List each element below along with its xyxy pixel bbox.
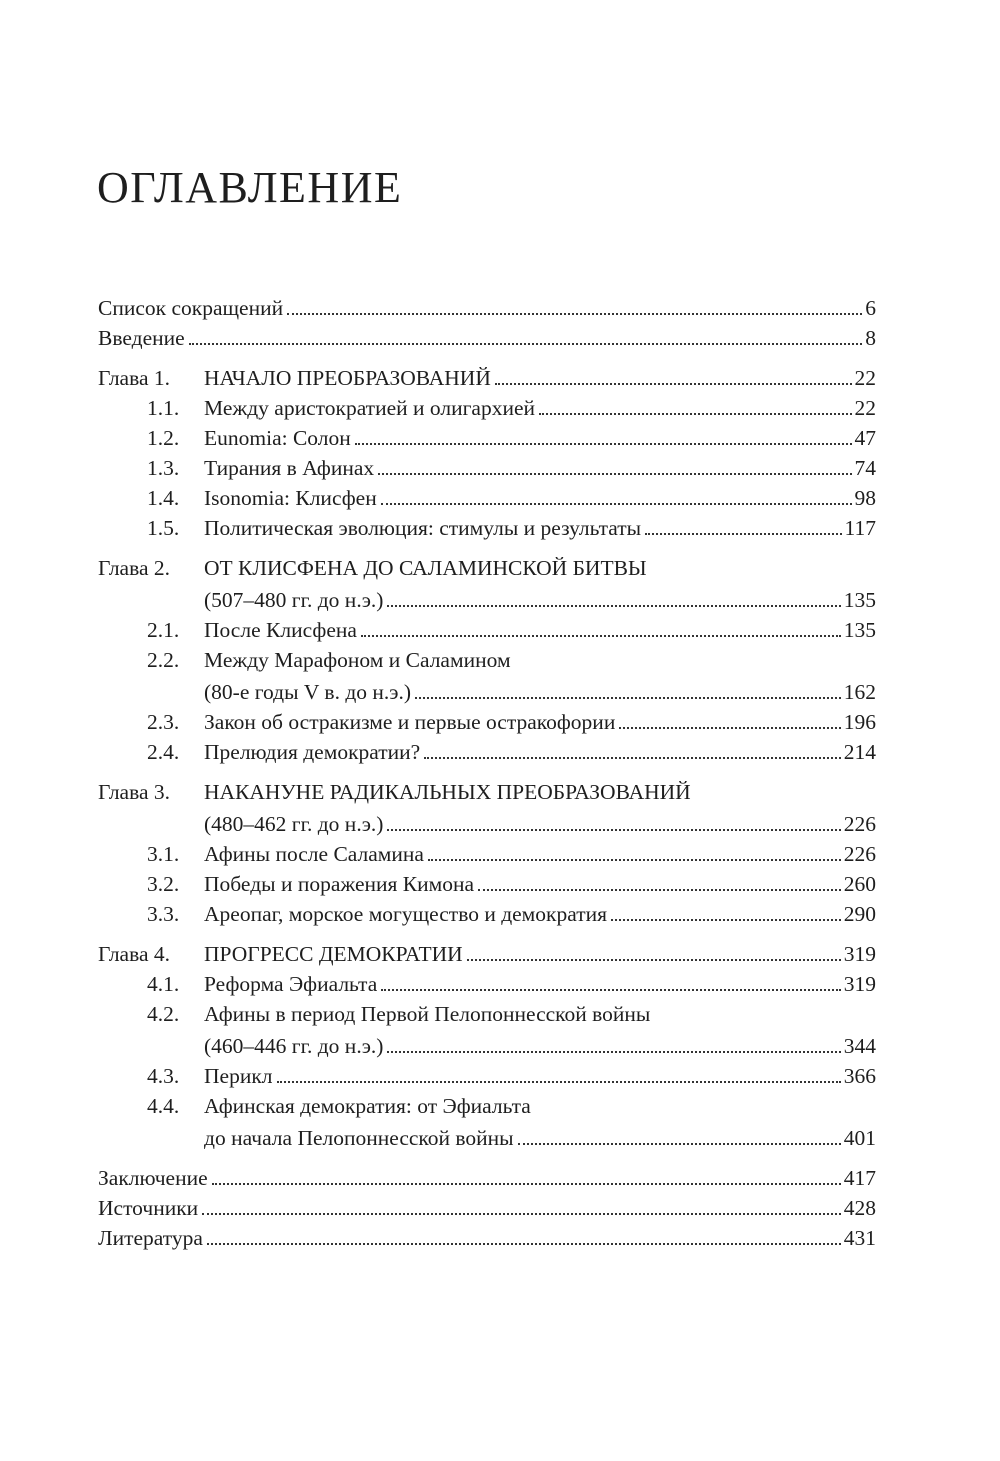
- section-page: 344: [843, 1034, 876, 1058]
- toc-section[interactable]: [98, 869, 876, 899]
- toc-entry-title: Литература: [98, 1226, 203, 1250]
- dot-leader: [424, 757, 841, 759]
- dot-leader: [415, 697, 841, 699]
- toc-section[interactable]: [98, 1091, 876, 1153]
- chapter-title: НАЧАЛО ПРЕОБРАЗОВАНИЙ: [204, 366, 491, 390]
- dot-leader: [207, 1243, 841, 1245]
- dot-leader: [611, 919, 841, 921]
- toc-section[interactable]: [98, 423, 876, 453]
- chapter-label: Глава 2.: [98, 556, 170, 580]
- section-number: 4.1.: [147, 972, 180, 996]
- toc-chapter-2[interactable]: [98, 553, 876, 615]
- section-page: 135: [843, 618, 876, 642]
- section-title: Между Марафоном и Саламином: [204, 648, 511, 672]
- toc-section[interactable]: [98, 899, 876, 929]
- section-title: Ареопаг, морское могущество и демократия: [204, 902, 608, 926]
- section-page: 214: [843, 740, 876, 764]
- section-title: Прелюдия демократии?: [204, 740, 421, 764]
- toc-section[interactable]: [98, 969, 876, 999]
- toc-section[interactable]: [98, 839, 876, 869]
- toc-entry[interactable]: [98, 323, 876, 353]
- section-number: 4.2.: [147, 1002, 180, 1026]
- dot-leader: [518, 1143, 841, 1145]
- section-page: 74: [854, 456, 876, 480]
- section-page: 366: [843, 1064, 876, 1088]
- section-number: 2.3.: [147, 710, 180, 734]
- chapter-label: Глава 1.: [98, 366, 170, 390]
- toc-section[interactable]: [98, 645, 876, 707]
- section-title-line2: до начала Пелопоннесской войны: [204, 1126, 514, 1150]
- section-number: 2.4.: [147, 740, 180, 764]
- section-title: Между аристократией и олигархией: [204, 396, 536, 420]
- toc-entry-page: 8: [865, 326, 876, 350]
- section-page: 260: [843, 872, 876, 896]
- toc-chapter-1[interactable]: [98, 363, 876, 393]
- toc-entry-page: 417: [843, 1166, 876, 1190]
- section-page: 290: [843, 902, 876, 926]
- dot-leader: [287, 313, 862, 315]
- dot-leader: [381, 503, 852, 505]
- section-number: 1.5.: [147, 516, 180, 540]
- section-page: 22: [854, 396, 876, 420]
- dot-leader: [619, 727, 840, 729]
- dot-leader: [478, 889, 841, 891]
- section-number: 3.2.: [147, 872, 180, 896]
- dot-leader: [467, 959, 841, 961]
- section-number: 1.4.: [147, 486, 180, 510]
- toc-entry[interactable]: [98, 1223, 876, 1253]
- toc-entry-title: Введение: [98, 326, 185, 350]
- section-number: 4.3.: [147, 1064, 180, 1088]
- dot-leader: [381, 989, 841, 991]
- dot-leader: [387, 829, 840, 831]
- dot-leader: [387, 605, 840, 607]
- dot-leader: [355, 443, 852, 445]
- toc-section[interactable]: [98, 737, 876, 767]
- chapter-subtitle: (480–462 гг. до н.э.): [204, 812, 384, 836]
- dot-leader: [202, 1213, 841, 1215]
- section-page: 226: [843, 842, 876, 866]
- dot-leader: [378, 473, 851, 475]
- section-number: 4.4.: [147, 1094, 180, 1118]
- chapter-title: ОТ КЛИСФЕНА ДО САЛАМИНСКОЙ БИТВЫ: [204, 556, 647, 580]
- section-title: Афины после Саламина: [204, 842, 424, 866]
- section-title: Победы и поражения Кимона: [204, 872, 475, 896]
- dot-leader: [428, 859, 841, 861]
- chapter-subtitle: (507–480 гг. до н.э.): [204, 588, 384, 612]
- section-number: 3.3.: [147, 902, 180, 926]
- toc-entry-page: 428: [843, 1196, 876, 1220]
- table-of-contents: [98, 293, 876, 1253]
- dot-leader: [387, 1051, 840, 1053]
- section-title-line2: (80-е годы V в. до н.э.): [204, 680, 412, 704]
- section-page: 319: [843, 972, 876, 996]
- section-title: Закон об остракизме и первые остракофории: [204, 710, 616, 734]
- section-title: Политическая эволюция: стимулы и результаты: [204, 516, 642, 540]
- dot-leader: [277, 1081, 841, 1083]
- toc-entry[interactable]: [98, 1193, 876, 1223]
- section-title: Афинская демократия: от Эфиальта: [204, 1094, 531, 1118]
- chapter-label: Глава 4.: [98, 942, 170, 966]
- chapter-title: НАКАНУНЕ РАДИКАЛЬНЫХ ПРЕОБРАЗОВАНИЙ: [204, 780, 691, 804]
- page-title: ОГЛАВЛЕНИЕ: [97, 163, 403, 212]
- section-page: 401: [843, 1126, 876, 1150]
- chapter-title: ПРОГРЕСС ДЕМОКРАТИИ: [204, 942, 463, 966]
- toc-entry[interactable]: [98, 1163, 876, 1193]
- chapter-page: 226: [843, 812, 876, 836]
- section-page: 162: [843, 680, 876, 704]
- toc-chapter-3[interactable]: [98, 777, 876, 839]
- section-title-line2: (460–446 гг. до н.э.): [204, 1034, 384, 1058]
- toc-section[interactable]: [98, 1061, 876, 1091]
- section-title: После Клисфена: [204, 618, 357, 642]
- chapter-page: 135: [843, 588, 876, 612]
- section-page: 98: [854, 486, 876, 510]
- section-number: 2.1.: [147, 618, 180, 642]
- dot-leader: [645, 533, 841, 535]
- dot-leader: [495, 383, 852, 385]
- toc-entry-title: Источники: [98, 1196, 199, 1220]
- toc-section[interactable]: [98, 393, 876, 423]
- toc-section[interactable]: [98, 707, 876, 737]
- toc-section[interactable]: [98, 483, 876, 513]
- toc-section[interactable]: [98, 999, 876, 1061]
- section-page: 47: [854, 426, 876, 450]
- section-page: 196: [843, 710, 876, 734]
- toc-section[interactable]: [98, 615, 876, 645]
- section-title: Перикл: [204, 1064, 273, 1088]
- dot-leader: [539, 413, 851, 415]
- section-number: 1.1.: [147, 396, 180, 420]
- section-title: Isonomia: Клисфен: [204, 486, 377, 510]
- toc-entry-page: 431: [843, 1226, 876, 1250]
- chapter-page: 319: [843, 942, 876, 966]
- section-number: 2.2.: [147, 648, 180, 672]
- toc-entry-title: Список сокращений: [98, 296, 284, 320]
- section-page: 117: [844, 516, 876, 540]
- section-number: 1.3.: [147, 456, 180, 480]
- toc-entry[interactable]: [98, 293, 876, 323]
- chapter-page: 22: [854, 366, 876, 390]
- section-title: Афины в период Первой Пелопоннесской войны: [204, 1002, 651, 1026]
- section-title: Тирания в Афинах: [204, 456, 375, 480]
- dot-leader: [189, 343, 863, 345]
- toc-entry-page: 6: [865, 296, 876, 320]
- toc-chapter-4[interactable]: [98, 939, 876, 969]
- toc-entry-title: Заключение: [98, 1166, 208, 1190]
- section-title: Реформа Эфиальта: [204, 972, 378, 996]
- dot-leader: [361, 635, 841, 637]
- toc-section[interactable]: [98, 513, 876, 543]
- section-number: 3.1.: [147, 842, 180, 866]
- section-title: Eunomia: Солон: [204, 426, 351, 450]
- chapter-label: Глава 3.: [98, 780, 170, 804]
- section-number: 1.2.: [147, 426, 180, 450]
- dot-leader: [212, 1183, 841, 1185]
- toc-section[interactable]: [98, 453, 876, 483]
